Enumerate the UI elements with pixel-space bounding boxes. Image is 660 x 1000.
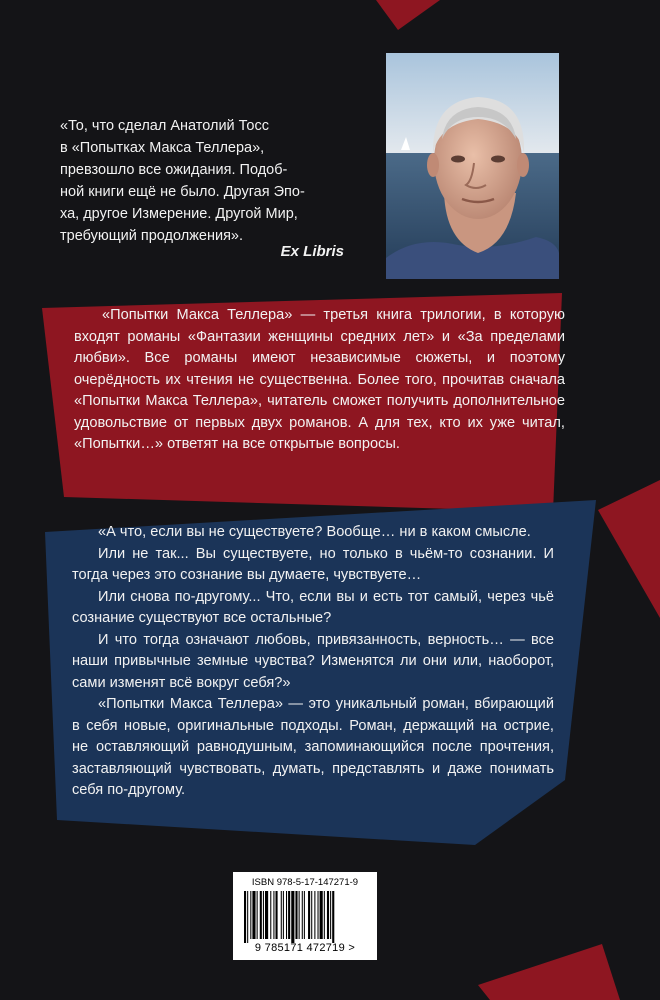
barcode-bar (247, 891, 248, 943)
barcode-bar (257, 891, 258, 939)
barcode-bar (332, 891, 334, 943)
annotation-paragraph: Или не так... Вы существуете, но только в чьём-то сознании. И тогда через это сознание вы думаете, чувствуете… (72, 545, 554, 583)
quote-source: Ex Libris (280, 243, 344, 260)
barcode-bar (288, 891, 290, 939)
barcode-bar (302, 891, 303, 939)
barcode-bar (260, 891, 262, 939)
barcode (233, 872, 377, 960)
book-annotation (72, 522, 554, 802)
barcode-bar (295, 891, 297, 939)
quote-line: в «Попытках Макса Теллера», (60, 140, 265, 156)
quote-line: ной книги ещё не было. Другая Эпо- (60, 184, 305, 200)
quote-line: ха, другое Измерение. Другой Мир, (60, 206, 298, 222)
barcode-bar (299, 891, 300, 939)
author-photo (386, 53, 559, 279)
bottom-red-shard (478, 944, 620, 1000)
barcode-bars (244, 891, 366, 943)
barcode-digits: 9 785171 472719 > (254, 942, 356, 954)
quote-line: превзошло все ожидания. Подоб- (60, 162, 288, 178)
barcode-bar (304, 891, 305, 939)
author-photo-drawing (386, 53, 559, 279)
barcode-bar (318, 891, 319, 939)
review-quote (60, 115, 360, 247)
annotation-paragraph: И что тогда означают любовь, привязанность, верность… — все наши привычные земные чувства? Изменятся ли они или, наоборот, сами изменят всё вокруг себя?» (72, 631, 554, 691)
quote-line: «То, что сделал Анатолий Тосс (60, 118, 269, 134)
barcode-bar (270, 891, 271, 939)
right-red-shard (598, 480, 660, 618)
barcode-bar (244, 891, 246, 943)
barcode-bar (252, 891, 255, 939)
barcode-bar (320, 891, 323, 939)
barcode-bar (324, 891, 325, 939)
barcode-bar (281, 891, 282, 939)
barcode-bar (330, 891, 331, 939)
barcode-bar (283, 891, 284, 939)
barcode-bar (286, 891, 287, 939)
barcode-bar (291, 891, 294, 943)
annotation-paragraph: Или снова по-другому... Что, если вы и есть тот самый, через чьё сознание существуют все остальные? (72, 588, 554, 626)
barcode-bar (263, 891, 264, 939)
barcode-bar (308, 891, 310, 939)
description-paragraph: «Попытки Макса Теллера» — третья книга трилогии, в которую входят романы «Фантазии женщины средних лет» и «За пределами любви». Все романы имеют независимые сюжеты, и поэтому очерёдность их чтения не существенна. Более того, прочитав сначала «Попытки Макса Теллера», читатель сможет получить дополнительное удовольствие от первых двух романов. А для тех, кто их уже читал, «Попытки…» ответят на все открытые вопросы. (74, 307, 565, 452)
trilogy-description (74, 305, 565, 456)
barcode-bar (250, 891, 251, 939)
barcode-bar (273, 891, 274, 939)
barcode-bar (265, 891, 268, 939)
annotation-paragraph: «Попытки Макса Теллера» — это уникальный роман, вбирающий в себя новые, оригинальные подходы. Роман, держащий на острие, не оставляющий равнодушным, запоминающийся после прочтения, заставляющий чувствовать, думать, представлять и даже понимать себя по-другому. (72, 696, 554, 798)
barcode-bar (276, 891, 278, 939)
annotation-paragraph: «А что, если вы не существуете? Вообще… ни в каком смысле. (98, 524, 531, 540)
barcode-bar (327, 891, 329, 939)
barcode-bar (311, 891, 312, 939)
quote-line: требующий продолжения». (60, 228, 244, 244)
top-red-shard (376, 0, 440, 30)
isbn-label: ISBN 978-5-17-147271-9 (251, 877, 359, 888)
barcode-bar (314, 891, 315, 939)
